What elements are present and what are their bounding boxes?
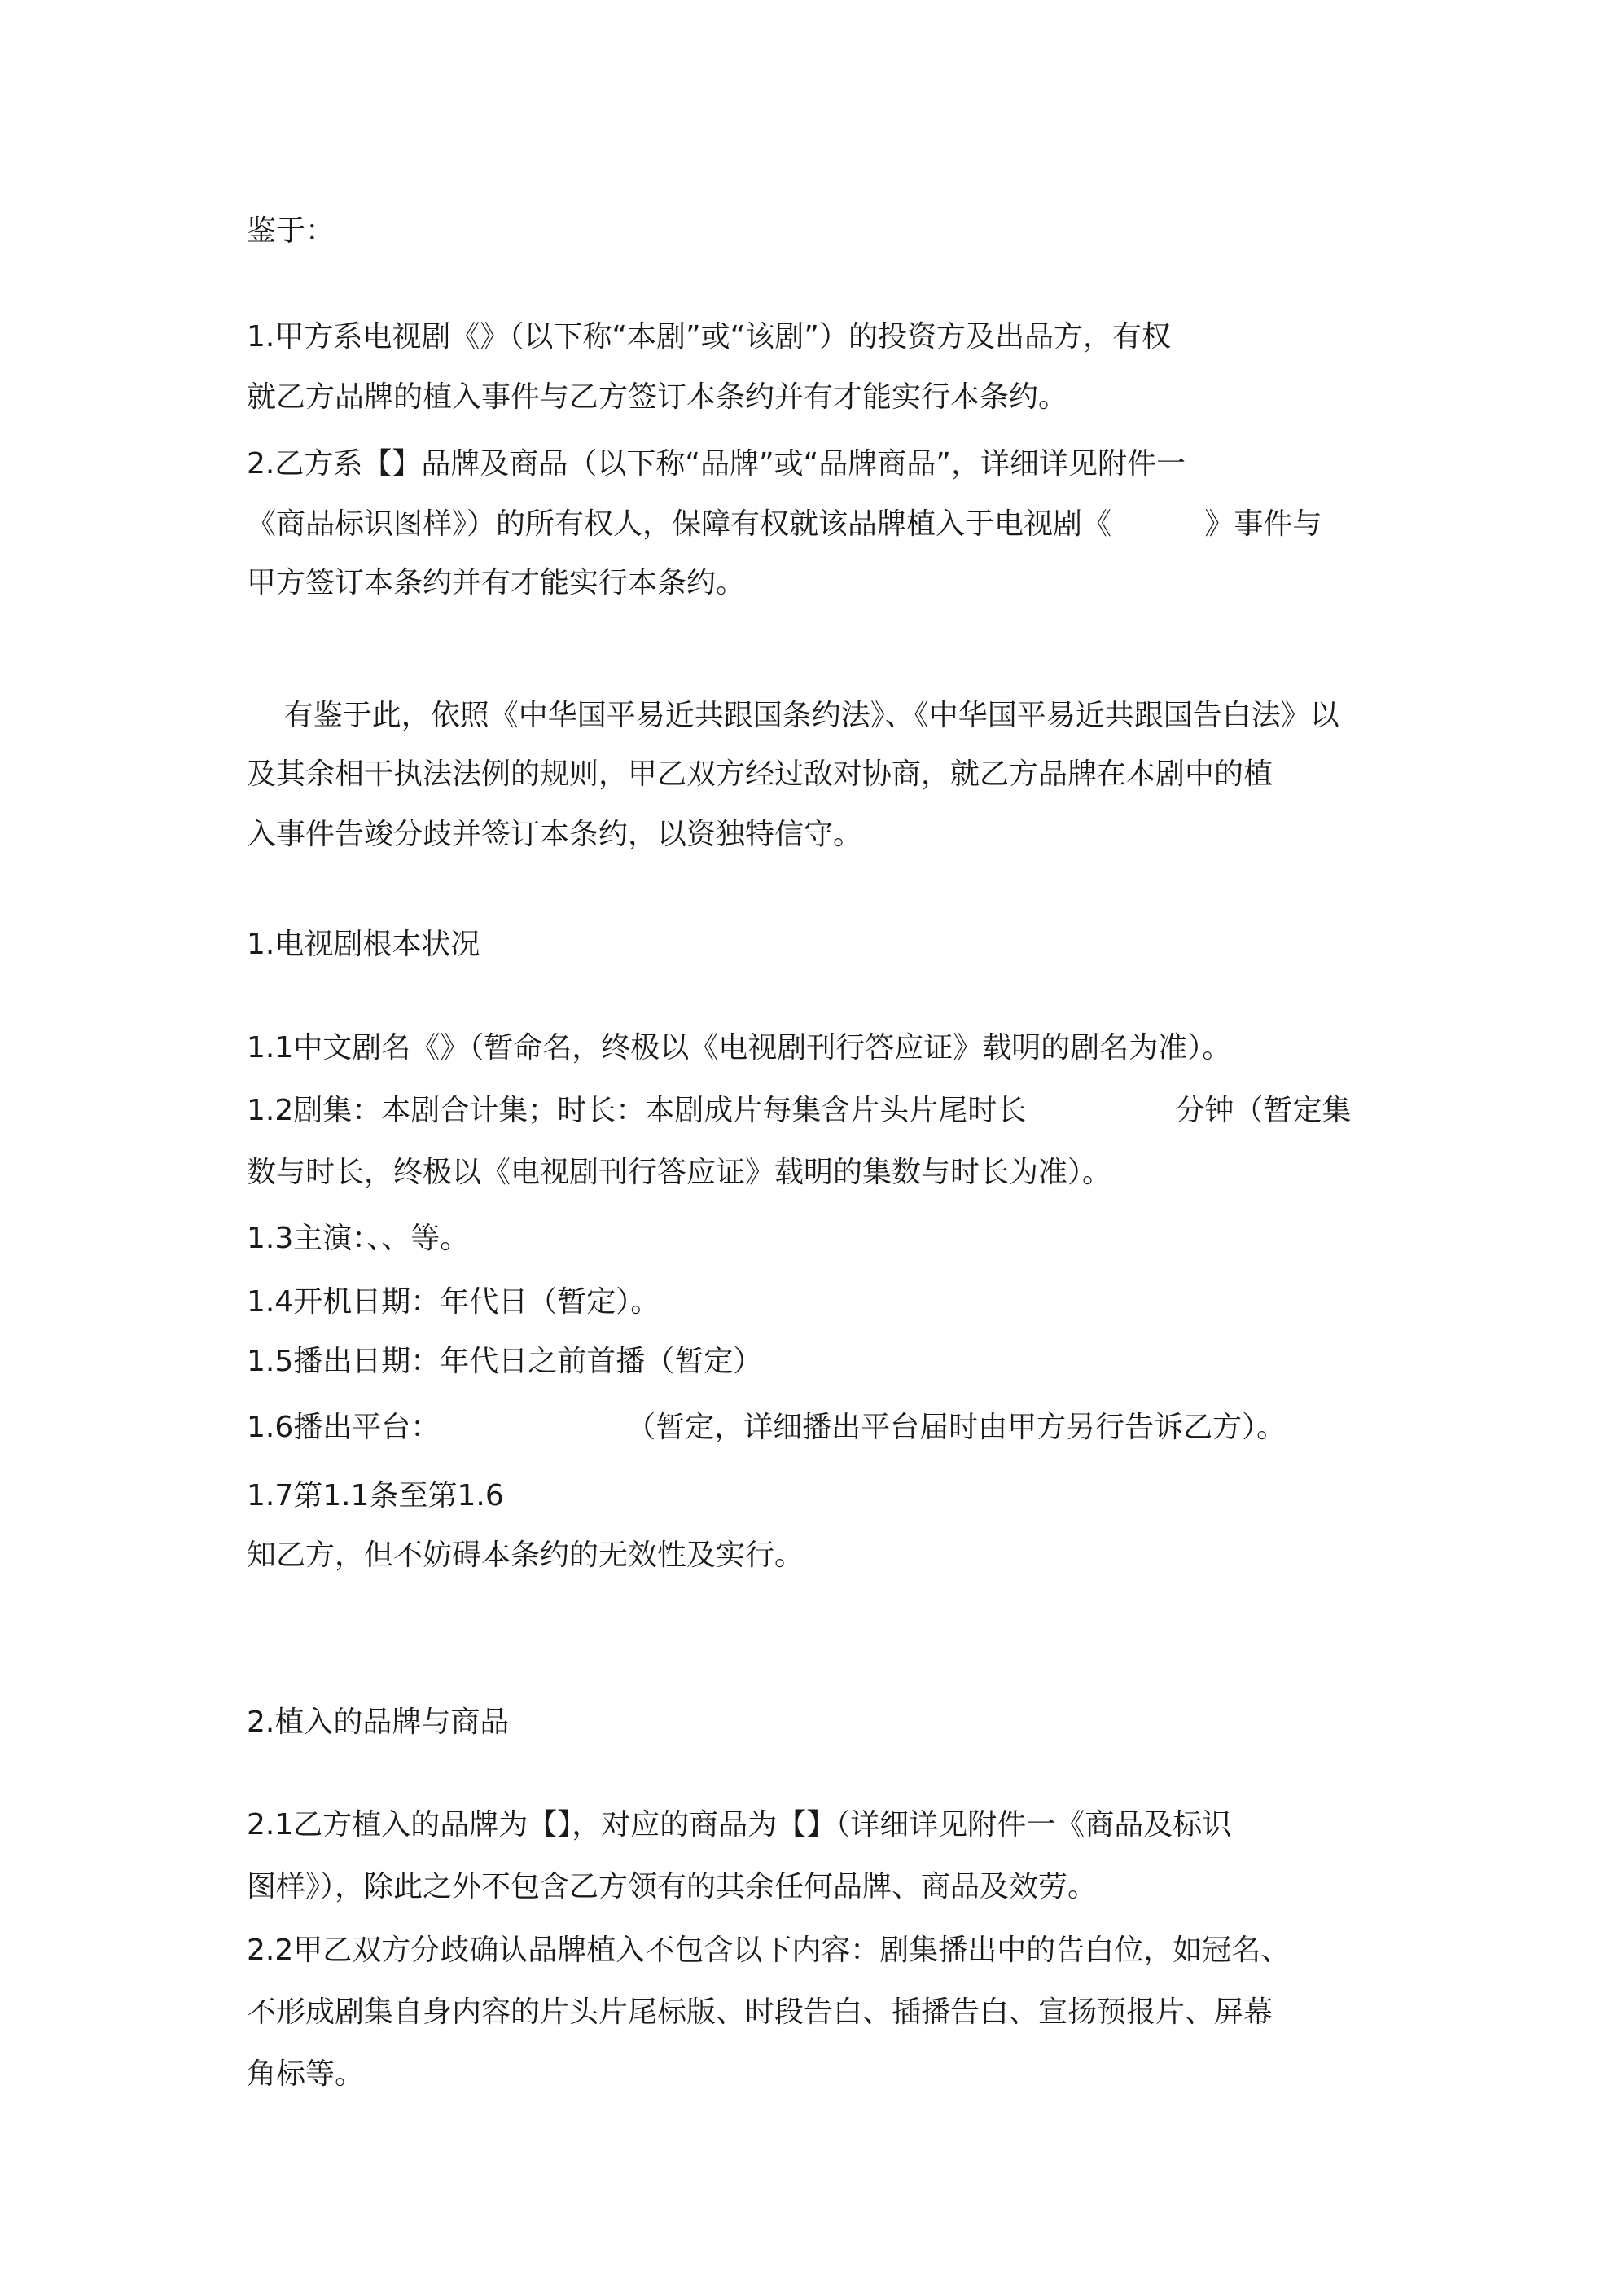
whereas-line-2: 及其余相干执法法例的规则，甲乙双方经过敌对协商，就乙方品牌在本剧中的植 [247,757,1273,791]
clause-1-2-line-2: 数与时长，终极以《电视剧刊行答应证》载明的集数与时长为准）。 [247,1156,1112,1189]
section-1-heading: 1.电视剧根本状况 [247,928,480,961]
clause-1-2-line-1: 1.2剧集：本剧合计集；时长：本剧成片每集含片头片尾时长 分钟（暂定集 [247,1094,1352,1127]
clause-2-2-line-2: 不形成剧集自身内容的片头片尾标版、时段告白、插播告白、宣扬预报片、屏幕 [247,1995,1273,2029]
clause-1-6: 1.6播出平台： （暂定，详细播出平台届时由甲方另行告诉乙方）。 [247,1411,1287,1444]
clause-2-2-line-3: 角标等。 [247,2057,365,2091]
whereas-line-1: 有鉴于此，依照《中华国平易近共跟国条约法》、《中华国平易近共跟国告白法》以 [247,699,1339,732]
clause-1-3: 1.3主演：、、等。 [247,1222,470,1255]
recital-2-line-1: 2.乙方系【】品牌及商品（以下称“品牌”或“品牌商品”，详细详见附件一 [247,447,1186,481]
section-2-heading: 2.植入的品牌与商品 [247,1706,510,1739]
clause-1-7-line-2: 知乙方，但不妨碍本条约的无效性及实行。 [247,1539,804,1572]
clause-2-1-line-2: 图样》），除此之外不包含乙方领有的其余任何品牌、商品及效劳。 [247,1870,1098,1903]
whereas-line-3: 入事件告竣分歧并签订本条约，以资独特信守。 [247,818,863,851]
recital-1-line-2: 就乙方品牌的植入事件与乙方签订本条约并有才能实行本条约。 [247,380,1068,414]
recital-2-line-2: 《商品标识图样》）的所有权人，保障有权就该品牌植入于电视剧《 》事件与 [247,507,1322,541]
clause-1-7-line-1: 1.7第1.1条至第1.6 [247,1479,504,1512]
recital-1-line-1: 1.甲方系电视剧《》（以下称“本剧”或“该剧”）的投资方及出品方，有权 [247,320,1171,353]
clause-1-4: 1.4开机日期：年代日（暂定）。 [247,1285,660,1319]
recital-2-line-3: 甲方签订本条约并有才能实行本条约。 [247,566,746,599]
clause-1-5: 1.5播出日期：年代日之前首播（暂定） [247,1345,763,1378]
clause-2-1-line-1: 2.1乙方植入的品牌为【】，对应的商品为【】（详细详见附件一《商品及标识 [247,1808,1232,1842]
clause-2-2-line-1: 2.2甲乙双方分歧确认品牌植入不包含以下内容：剧集播出中的告白位，如冠名、 [247,1934,1291,1967]
clause-1-1: 1.1中文剧名《》（暂命名，终极以《电视剧刊行答应证》载明的剧名为准）。 [247,1031,1232,1065]
preamble-heading: 鉴于： [247,214,335,248]
